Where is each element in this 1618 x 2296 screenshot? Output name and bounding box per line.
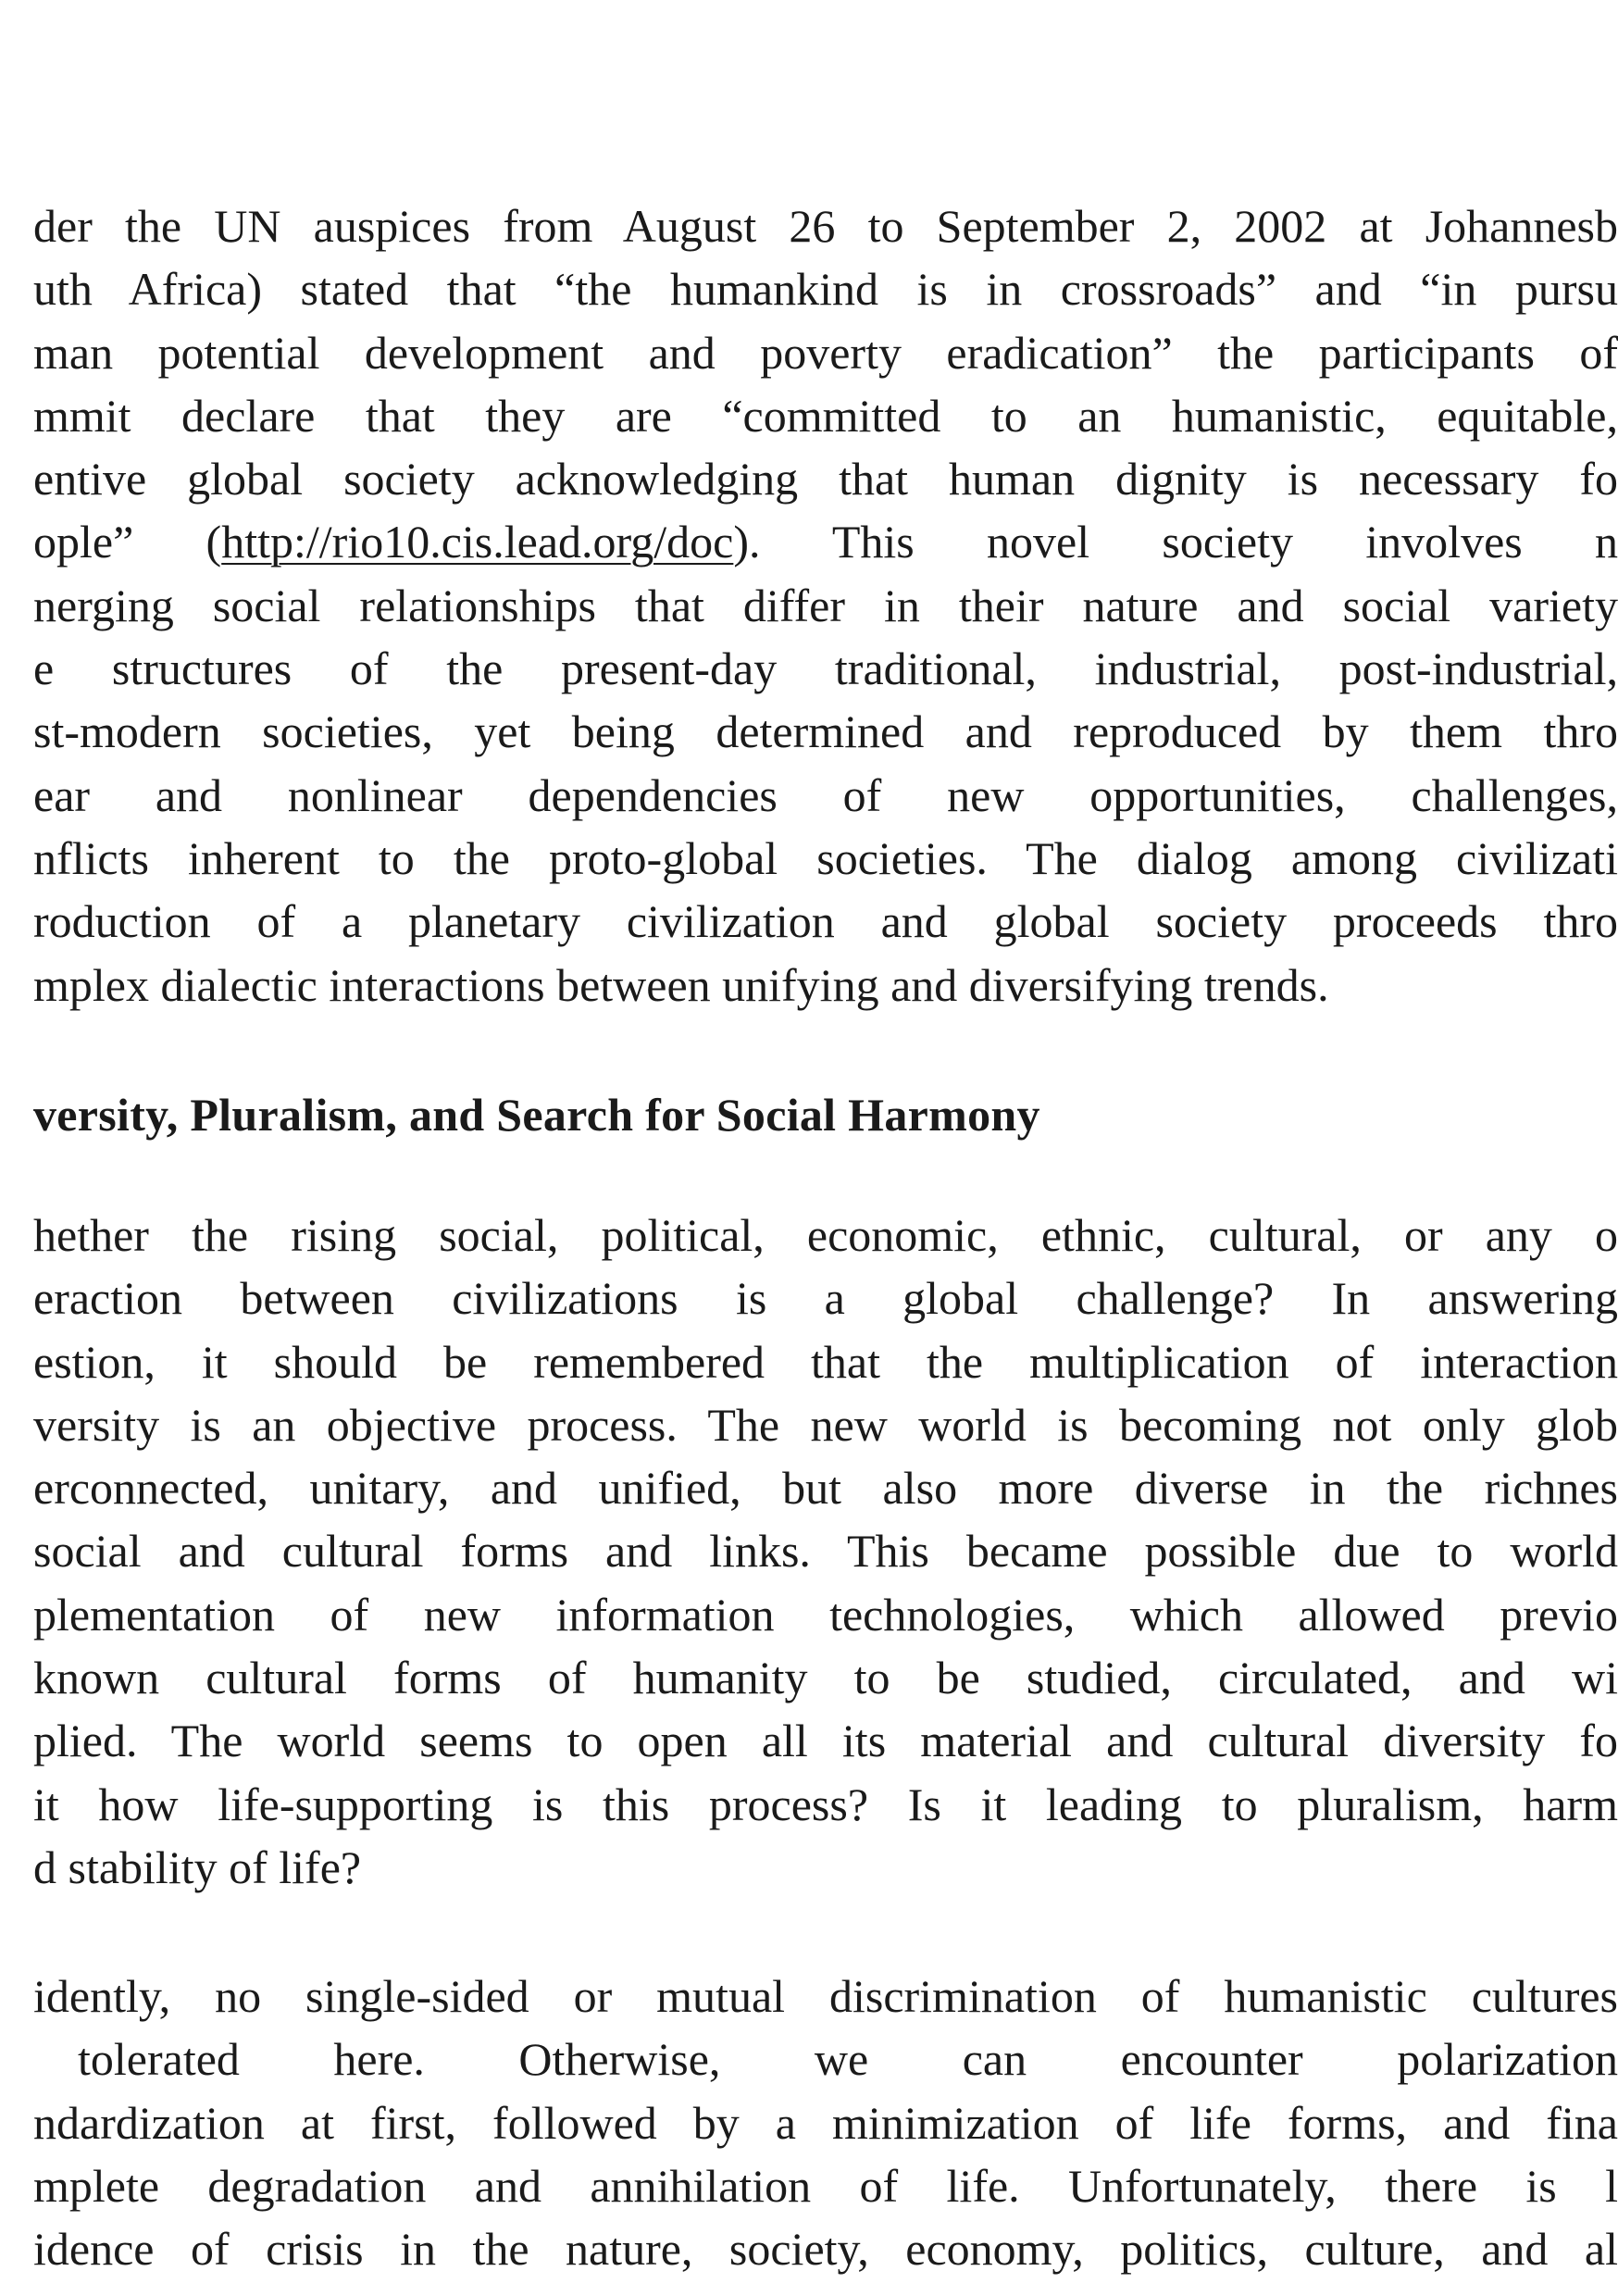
text-line: st-modern societies, yet being determined and reproduced by them thro (33, 705, 1618, 758)
text-line: roduction of a planetary civilization and global society proceeds thro (33, 895, 1618, 948)
text-fragment: ople” ( (33, 516, 222, 568)
text-line: mplex dialectic interactions between unifying and diversifying trends. (33, 958, 1329, 1011)
text-line: nerging social relationships that differ in their nature and social variety (33, 579, 1618, 631)
text-line: der the UN auspices from August 26 to September 2, 2002 at Johannesb (33, 200, 1618, 252)
text-line: d stability of life? (33, 1841, 362, 1893)
paragraph-diversity (33, 1204, 1618, 1899)
section-heading: versity, Pluralism, and Search for Social Harmony (33, 1089, 1040, 1141)
text-line: plied. The world seems to open all its material and cultural diversity fo (33, 1715, 1618, 1767)
text-line: man potential development and poverty eradication” the participants of (33, 326, 1618, 379)
text-line: ear and nonlinear dependencies of new opportunities, challenges, (33, 768, 1618, 821)
text-line: nflicts inherent to the proto-global societies. The dialog among civilizati (33, 831, 1618, 884)
text-line: idence of crisis in the nature, society, economy, politics, culture, and al (33, 2223, 1618, 2276)
text-fragment: ). This novel society involves n (733, 516, 1618, 568)
text-line: known cultural forms of humanity to be studied, circulated, and wi (33, 1652, 1618, 1704)
text-line: uth Africa) stated that “the humankind is in crossroads” and “in pursu (33, 263, 1618, 316)
rio10-link[interactable]: http://rio10.cis.lead.org/doc (221, 516, 734, 568)
text-line: mmit declare that they are “committed to an humanistic, equitable, (33, 389, 1618, 442)
text-line: tolerated here. Otherwise, we can encounter polarization (78, 2033, 1618, 2086)
text-line: eraction between civilizations is a global challenge? In answering (33, 1272, 1618, 1325)
text-line: plementation of new information technologies, which allowed previo (33, 1588, 1618, 1641)
text-line: entive global society acknowledging that human dignity is necessary fo (33, 453, 1618, 505)
text-line: idently, no single-sided or mutual discrimination of humanistic cultures (33, 1970, 1618, 2022)
text-line: it how life-supporting is this process? Is it leading to pluralism, harm (33, 1778, 1618, 1830)
text-line-with-link (33, 510, 1618, 573)
text-line: social and cultural forms and links. This became possible due to world (33, 1525, 1618, 1578)
paragraph-summit (33, 194, 1618, 1017)
text-line: e structures of the present-day traditional, industrial, post-industrial, (33, 643, 1618, 695)
text-line: ndardization at first, followed by a minimization of life forms, and fina (33, 2096, 1618, 2149)
text-line: erconnected, unitary, and unified, but also more diverse in the richnes (33, 1462, 1618, 1515)
paragraph-discrimination (33, 1965, 1618, 2280)
text-line: estion, it should be remembered that the multiplication of interaction (33, 1335, 1618, 1388)
text-line: hether the rising social, political, economic, ethnic, cultural, or any o (33, 1209, 1618, 1261)
text-line: mplete degradation and annihilation of life. Unfortunately, there is l (33, 2159, 1618, 2212)
text-line: versity is an objective process. The new world is becoming not only glob (33, 1398, 1618, 1451)
